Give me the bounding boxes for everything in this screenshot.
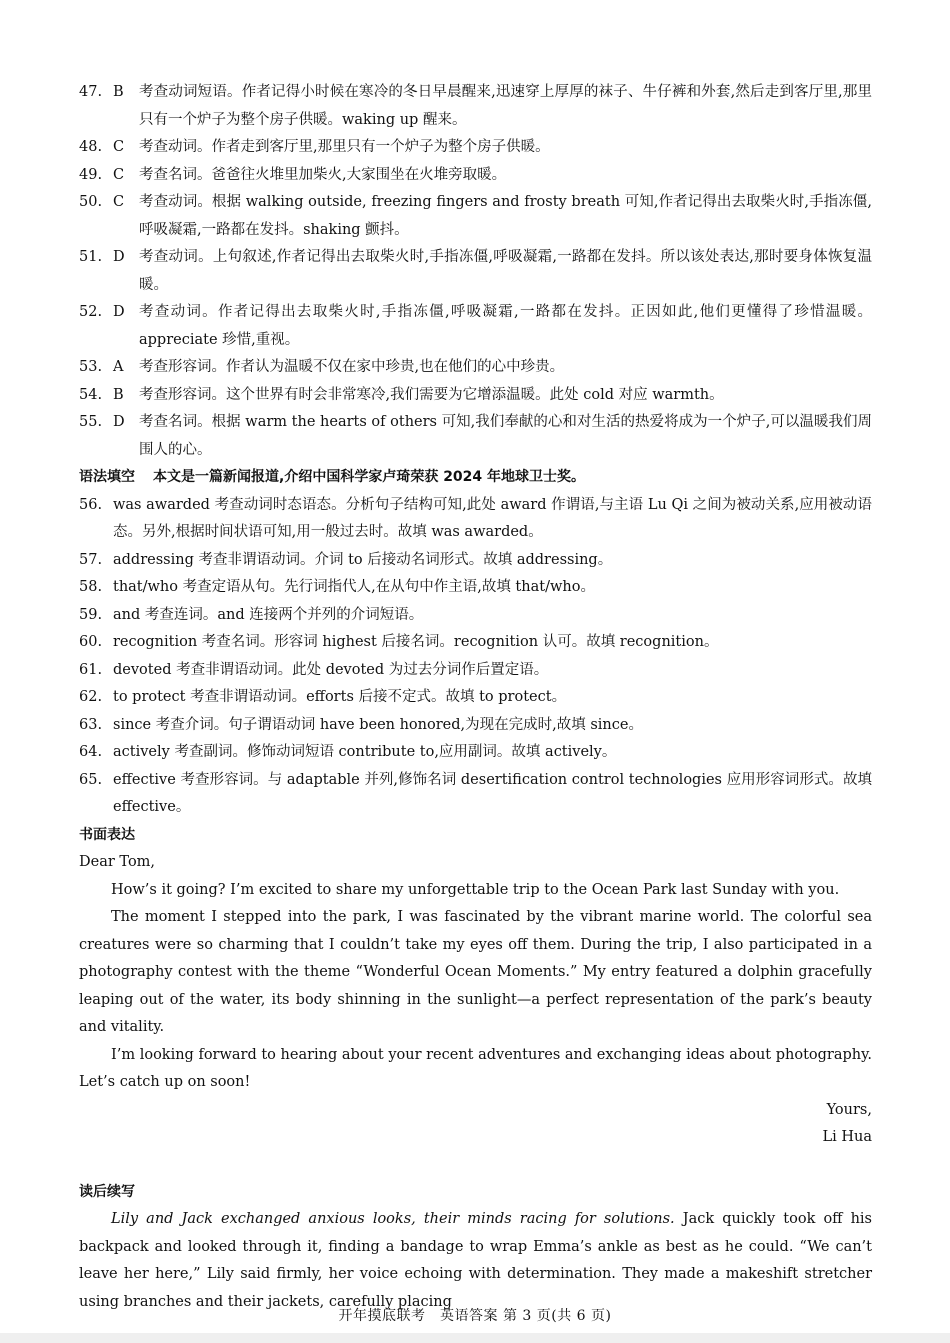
letter-paragraph: I’m looking forward to hearing about your recent adventures and exchanging ideas about photography. Let’s catch up on soon! [79,1046,872,1090]
answer-explanation: 考查名词。爸爸往火堆里加柴火,大家围坐在火堆旁取暖。 [139,166,507,183]
grammar-row [79,767,872,822]
answer-explanation: 考查动词。上句叙述,作者记得出去取柴火时,手指冻僵,呼吸凝霜,一路都在发抖。所以该处表达,那时要身体恢复温暖。 [139,249,872,293]
answer-row [79,162,872,190]
grammar-row [79,602,872,630]
grammar-row [79,629,872,657]
answer-row [79,299,872,354]
letter-greeting: Dear Tom, [79,854,156,870]
letter-paragraph: The moment I stepped into the park, I was fascinated by the vibrant marine world. The colorful sea creatures were so charming that I couldn’t take my eyes off them. During the trip, I also participated in a photography contest with the theme “Wonderful Ocean Moments.” My entry featured a dolphin gracefully leaping out of the water, its body shinning in the sunlight—a perfect representation of the park’s beauty and vitality. [79,909,872,1035]
answer-explanation: 考查动词。作者记得出去取柴火时,手指冻僵,呼吸凝霜,一路都在发抖。正因如此,他们更懂得了珍惜温暖。appreciate 珍惜,重视。 [139,304,872,348]
grammar-explanation: devoted 考查非谓语动词。此处 devoted 为过去分词作后置定语。 [113,661,549,678]
answer-explanation: 考查动词。根据 walking outside, freezing fingers and frosty breath 可知,作者记得出去取柴火时,手指冻僵,呼吸凝霜,一路都在发抖。shaking 颤抖。 [139,194,872,238]
answer-explanation: 考查名词。根据 warm the hearts of others 可知,我们奉献的心和对生活的热爱将成为一个炉子,可以温暖我们周围人的心。 [139,414,872,458]
grammar-answers [79,492,872,822]
question-number: 47. [79,84,103,100]
question-number: 64. [79,744,103,760]
question-number: 51. [79,249,103,265]
question-number: 58. [79,579,103,595]
grammar-heading: 语法填空 [79,469,135,485]
answer-key: D [113,304,125,320]
grammar-row [79,574,872,602]
answer-key: B [113,386,124,403]
continuation-heading: 读后续写 [79,1183,135,1200]
page-footer: 开年摸底联考 英语答案 第 3 页(共 6 页) [338,1308,612,1324]
scan-bottom-edge [0,1333,950,1343]
grammar-explanation: was awarded 考查动词时态语态。分析句子结构可知,此处 award 作谓语,与主语 Lu Qi 之间为被动关系,应用被动语态。另外,根据时间状语可知,用一般过去时。故填 was awarded。 [113,496,872,540]
grammar-explanation: since 考查介词。句子谓语动词 have been honored,为现在完成时,故填 since。 [113,716,643,733]
question-number: 48. [79,139,103,155]
question-number: 56. [79,496,103,513]
grammar-row [79,492,872,547]
letter-paragraph: How’s it going? I’m excited to share my unforgettable trip to the Ocean Park last Sunday with you. [111,881,840,898]
grammar-explanation: to protect 考查非谓语动词。efforts 后接不定式。故填 to protect。 [113,689,567,705]
section-spacer [79,1152,872,1179]
question-number: 65. [79,771,103,788]
grammar-explanation: addressing 考查非谓语动词。介词 to 后接动名词形式。故填 addressing。 [113,551,613,568]
grammar-explanation: recognition 考查名词。形容词 highest 后接名词。recognition 认可。故填 recognition。 [113,634,719,650]
continuation-italic-lead: Lily and Jack exchanged anxious looks, their minds racing for solutions. [111,1211,675,1227]
answer-row [79,79,872,134]
grammar-row [79,657,872,685]
question-number: 57. [79,551,103,568]
answer-row [79,134,872,162]
question-number: 60. [79,634,103,650]
continuation-text: Jack quickly took off his backpack and looked through it, finding a bandage to wrap Emma’s ankle as best as he could. “We can’t leave her here,” Lily said firmly, her voice echoing with determination. They made a makeshift stretcher using branches and their jackets, carefully placing [79,1211,872,1310]
letter-signature: Li Hua [822,1129,872,1145]
answer-key: A [113,359,124,375]
answer-row [79,189,872,244]
grammar-row [79,712,872,740]
answer-key: D [113,414,125,430]
answer-row [79,244,872,299]
question-number: 50. [79,194,103,210]
multiple-choice-answers [79,79,872,464]
page-content [79,79,872,1316]
answer-explanation: 考查动词。作者走到客厅里,那里只有一个炉子为整个房子供暖。 [139,139,550,155]
grammar-explanation: actively 考查副词。修饰动词短语 contribute to,应用副词。故填 actively。 [113,744,617,760]
grammar-row [79,684,872,712]
grammar-explanation: effective 考查形容词。与 adaptable 并列,修饰名词 desertification control technologies 应用形容词形式。故填 effective。 [113,771,872,815]
answer-key: B [113,84,124,100]
grammar-row [79,739,872,767]
answer-key: C [113,166,125,183]
grammar-intro: 本文是一篇新闻报道,介绍中国科学家卢琦荣获 2024 年地球卫士奖。 [153,469,586,485]
answer-row [79,409,872,464]
question-number: 61. [79,661,103,678]
question-number: 53. [79,359,103,375]
grammar-row [79,547,872,575]
answer-explanation: 考查形容词。作者认为温暖不仅在家中珍贵,也在他们的心中珍贵。 [139,359,565,375]
question-number: 62. [79,689,103,705]
answer-row [79,354,872,382]
question-number: 49. [79,166,103,183]
grammar-explanation: and 考查连词。and 连接两个并列的介词短语。 [113,606,424,623]
question-number: 54. [79,386,103,403]
continuation-paragraph [79,1206,872,1316]
question-number: 63. [79,716,103,733]
writing-heading: 书面表达 [79,826,135,843]
answer-explanation: 考查形容词。这个世界有时会非常寒冷,我们需要为它增添温暖。此处 cold 对应 warmth。 [139,386,724,403]
answer-row [79,382,872,410]
answer-explanation: 考查动词短语。作者记得小时候在寒冷的冬日早晨醒来,迅速穿上厚厚的袜子、牛仔裤和外套,然后走到客厅里,那里只有一个炉子为整个房子供暖。waking up 醒来。 [139,84,872,128]
answer-key: D [113,249,125,265]
question-number: 55. [79,414,103,430]
grammar-section-header [79,464,872,492]
question-number: 52. [79,304,103,320]
answer-key: C [113,139,125,155]
letter-closing: Yours, [826,1101,872,1118]
answer-key: C [113,194,125,210]
question-number: 59. [79,606,103,623]
grammar-explanation: that/who 考查定语从句。先行词指代人,在从句中作主语,故填 that/who。 [113,579,595,595]
